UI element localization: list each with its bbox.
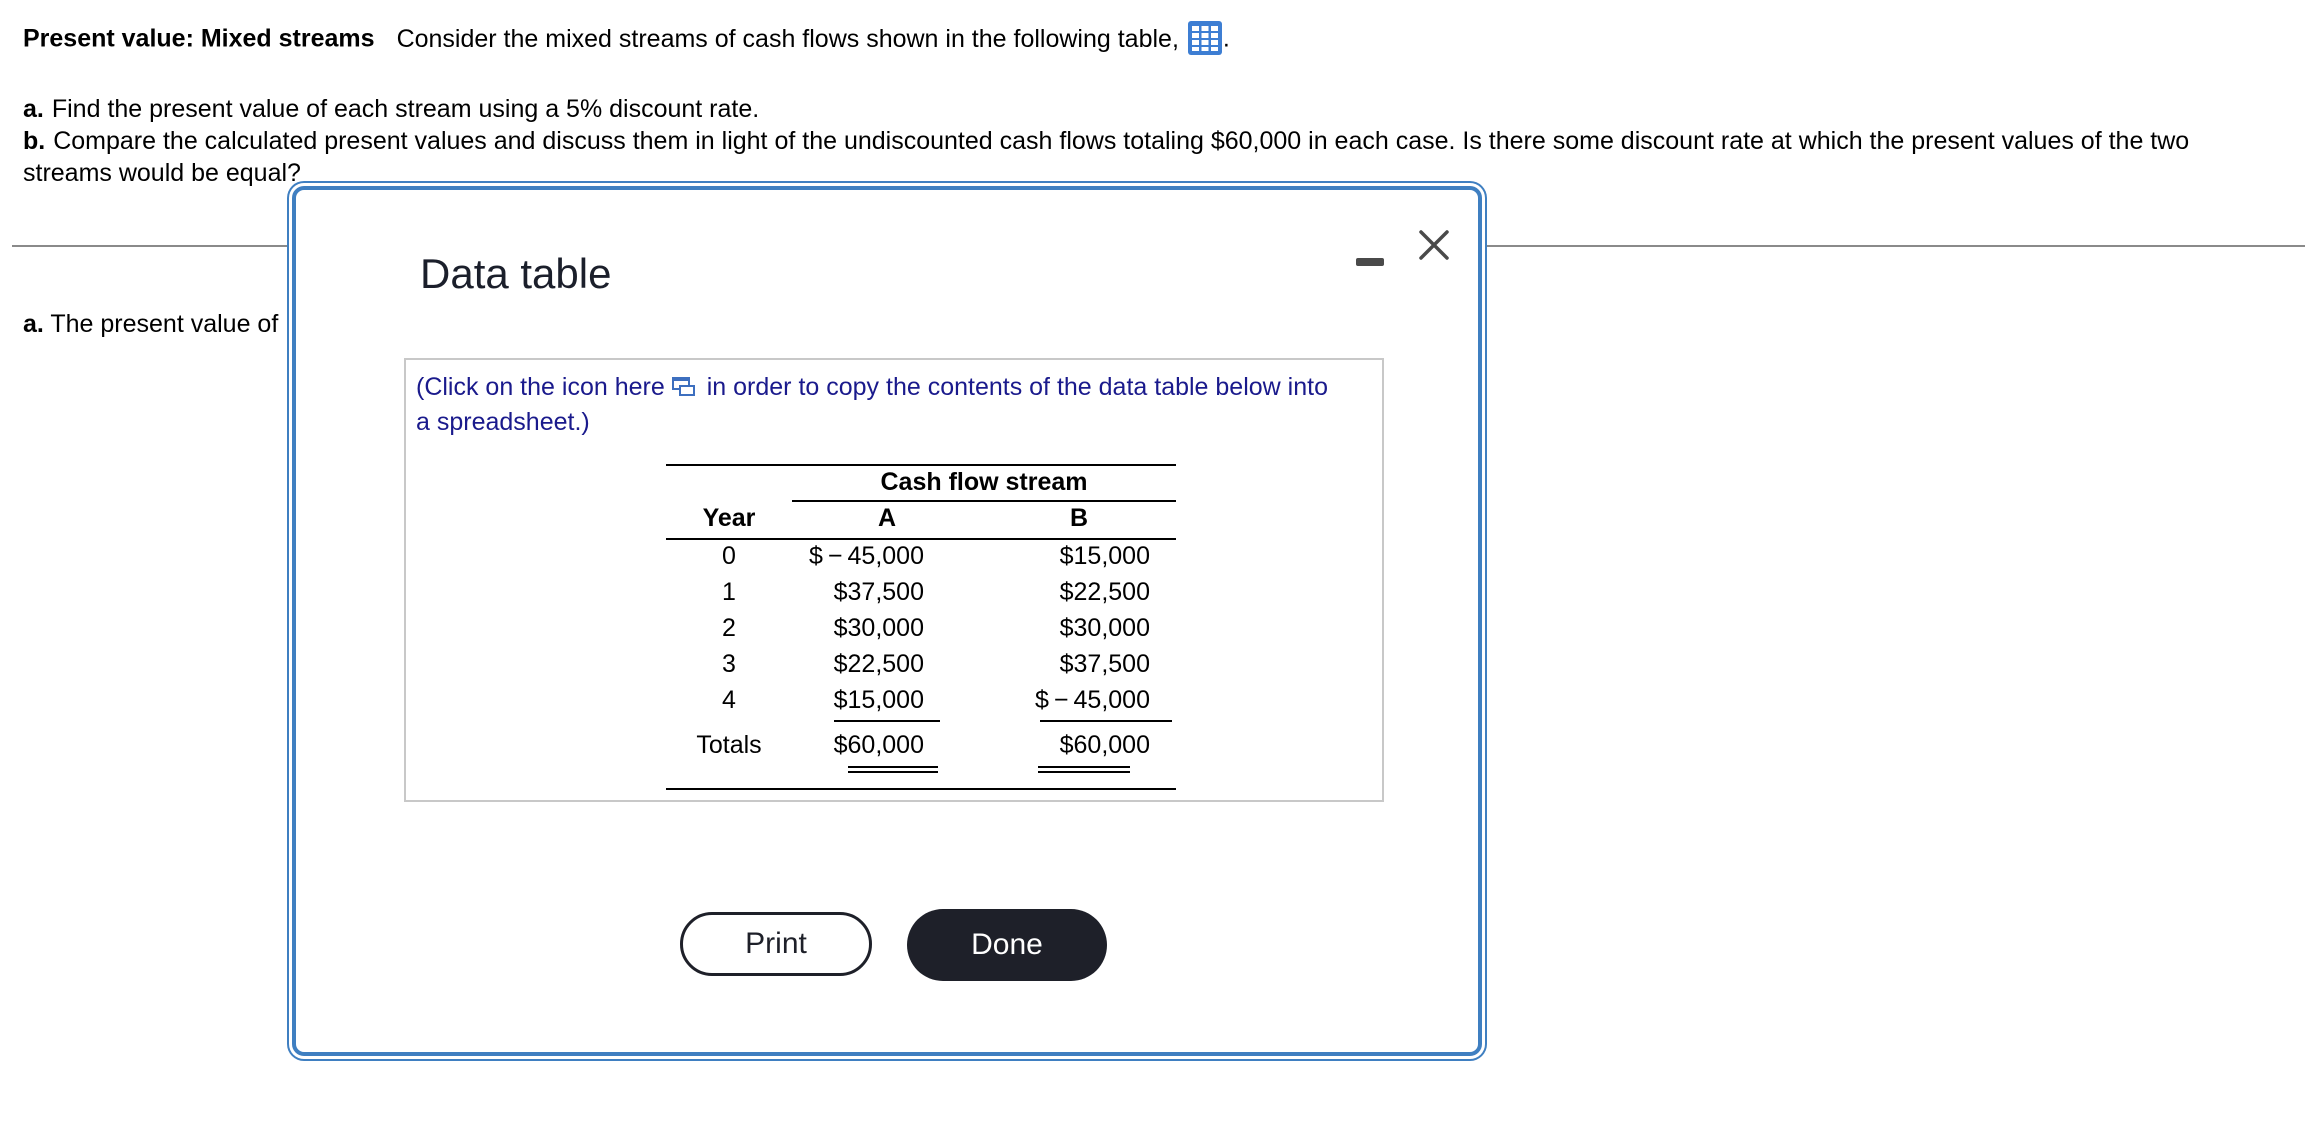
header-stream-a: A — [877, 504, 897, 532]
answer-prompt — [23, 308, 278, 340]
row-4-year: 4 — [722, 686, 736, 714]
part-a-letter: a. — [23, 95, 44, 123]
problem-title: Present value: Mixed streams — [23, 24, 375, 53]
total-a-double-rule-1 — [848, 766, 938, 768]
data-table-grid-icon[interactable] — [1187, 20, 1223, 56]
row-0-b: $15,000 — [1059, 542, 1150, 570]
row-3-a: $22,500 — [833, 650, 924, 678]
copy-note-start: (Click on the icon here — [416, 373, 665, 401]
row-4-b: $ − 45,000 — [1035, 686, 1150, 714]
group-header-cash-flow-stream: Cash flow stream — [880, 468, 1088, 496]
data-table-dialog — [292, 186, 1482, 1056]
part-b-question — [23, 125, 2293, 157]
subtotal-rule-a — [834, 720, 940, 722]
done-button[interactable]: Done — [907, 909, 1107, 981]
row-1-a: $37,500 — [833, 578, 924, 606]
part-b-text: Compare the calculated present values and discuss them in light of the undiscounted cash flows totaling $60,000 in each case. Is there some discount rate at which the present values of the two — [53, 127, 2190, 155]
row-0-year: 0 — [722, 542, 736, 570]
row-1-year: 1 — [722, 578, 736, 606]
prompt-period: . — [1222, 24, 1230, 53]
minimize-button[interactable] — [1356, 246, 1384, 272]
print-button[interactable]: Print — [680, 912, 872, 976]
data-table-panel — [404, 358, 1384, 802]
subtotal-rule-b — [1040, 720, 1172, 722]
total-b-double-rule-2 — [1038, 771, 1130, 773]
copy-note-end: in order to copy the contents of the data table below into a spreadsheet.) — [416, 373, 1328, 436]
copy-instructions — [416, 370, 1346, 440]
header-year: Year — [702, 504, 756, 532]
part-a-text: Find the present value of each stream using a 5% discount rate. — [51, 95, 760, 123]
part-b-question-continued: streams would be equal? — [23, 159, 301, 187]
part-b-letter: b. — [23, 127, 46, 155]
copy-to-spreadsheet-icon[interactable] — [671, 374, 697, 398]
totals-label: Totals — [696, 731, 762, 759]
total-a-double-rule-2 — [848, 771, 938, 773]
part-a-question — [23, 93, 2293, 125]
table-bottom-rule — [666, 788, 1176, 790]
row-3-year: 3 — [722, 650, 736, 678]
dialog-title: Data table — [420, 250, 612, 297]
total-a: $60,000 — [833, 731, 924, 759]
header-stream-b: B — [1069, 504, 1089, 532]
close-icon — [1417, 228, 1451, 262]
total-b: $60,000 — [1059, 731, 1150, 759]
answer-text: The present value of — [50, 310, 279, 338]
row-2-b: $30,000 — [1059, 614, 1150, 642]
row-2-a: $30,000 — [833, 614, 924, 642]
row-2-year: 2 — [722, 614, 736, 642]
answer-letter: a. — [23, 310, 44, 338]
row-3-b: $37,500 — [1059, 650, 1150, 678]
minimize-icon — [1356, 258, 1384, 266]
row-1-b: $22,500 — [1059, 578, 1150, 606]
total-b-double-rule-1 — [1038, 766, 1130, 768]
problem-intro — [23, 22, 1230, 58]
row-4-a: $15,000 — [833, 686, 924, 714]
close-button[interactable] — [1417, 228, 1451, 262]
row-0-a: $ − 45,000 — [809, 542, 924, 570]
problem-prompt: Consider the mixed streams of cash flows shown in the following table, — [396, 24, 1179, 53]
